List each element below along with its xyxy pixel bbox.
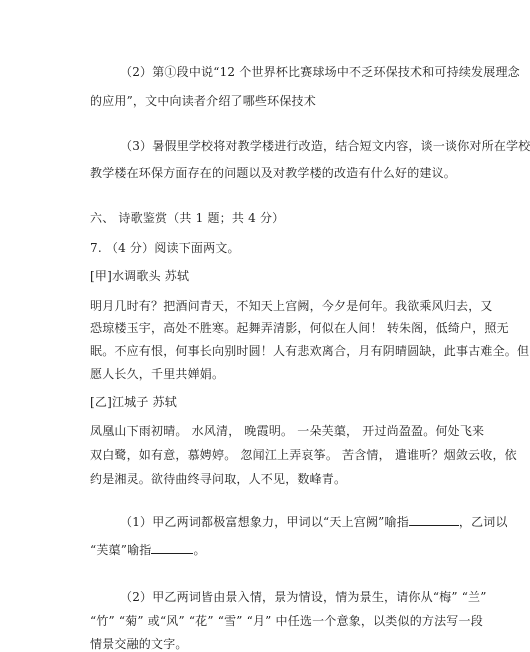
sub1-text-c: “芙蕖”喻指 — [90, 543, 152, 557]
q2-line-2: 的应用”，文中向读者介绍了哪些环保技术 — [90, 94, 316, 108]
answer-blank-2[interactable] — [151, 542, 193, 554]
poem-a-line-2: 恐琼楼玉宇，高处不胜寒。起舞弄清影，何似在人间！ 转朱阁，低绮户，照无 — [90, 321, 509, 335]
sub1-text-d: 。 — [193, 543, 206, 557]
sub2-line-2: “竹” “菊” 或“风” “花” “雪” “月” 中任选一个意象，以类似的方法写一段 — [90, 614, 483, 628]
q3-line-2: 教学楼在环保方面存在的问题以及对教学楼的改造有什么好的建议。 — [90, 166, 457, 180]
poem-a-title: [甲]水调歌头 苏轼 — [90, 269, 190, 283]
poem-a-line-4: 愿人长久，千里共婵娟。 — [90, 367, 225, 381]
sub1-text-a: （1）甲乙两词都极富想象力，甲词以“天上宫阙”喻指 — [120, 515, 409, 529]
poem-a-line-3: 眠。不应有恨，何事长向别时圆！人有悲欢离合，月有阴晴圆缺，此事古难全。但 — [90, 344, 530, 358]
poem-b-line-3: 约是湘灵。欲待曲终寻问取，人不见，数峰青。 — [90, 472, 347, 486]
sub1-line-2 — [90, 542, 206, 558]
poem-b-title: [乙]江城子 苏轼 — [90, 395, 177, 409]
poem-b-line-1: 凤凰山下雨初晴。 水风清， 晚霞明。 一朵芙蕖， 开过尚盈盈。何处飞来 — [90, 424, 485, 438]
answer-blank-1[interactable] — [409, 514, 459, 526]
sub2-line-1: （2）甲乙两词皆由景入情，景为情设，情为景生，请你从“梅” “兰” — [120, 590, 487, 604]
poem-b-line-2: 双白鹭，如有意，慕娉婷。 忽闻江上弄哀筝。 苦含情， 遣谁听？烟敛云收，依 — [90, 448, 517, 462]
q7-stem: 7. （4 分）阅读下面两文。 — [90, 241, 240, 255]
sub1-line-1 — [120, 514, 508, 530]
sub2-line-3: 情景交融的文字。 — [90, 637, 188, 651]
sub1-text-b: ，乙词以 — [458, 515, 508, 529]
poem-a-line-1: 明月几时有？把酒问青天，不知天上宫阙，今夕是何年。我欲乘风归去，又 — [90, 299, 493, 313]
section-6-heading: 六、 诗歌鉴赏（共 1 题；共 4 分） — [90, 211, 285, 225]
q3-line-1: （3）暑假里学校将对教学楼进行改造，结合短文内容，谈一谈你对所在学校 — [120, 139, 530, 153]
q2-line-1: （2）第①段中说“12 个世界杯比赛球场中不乏环保技术和可持续发展理念 — [120, 65, 520, 79]
